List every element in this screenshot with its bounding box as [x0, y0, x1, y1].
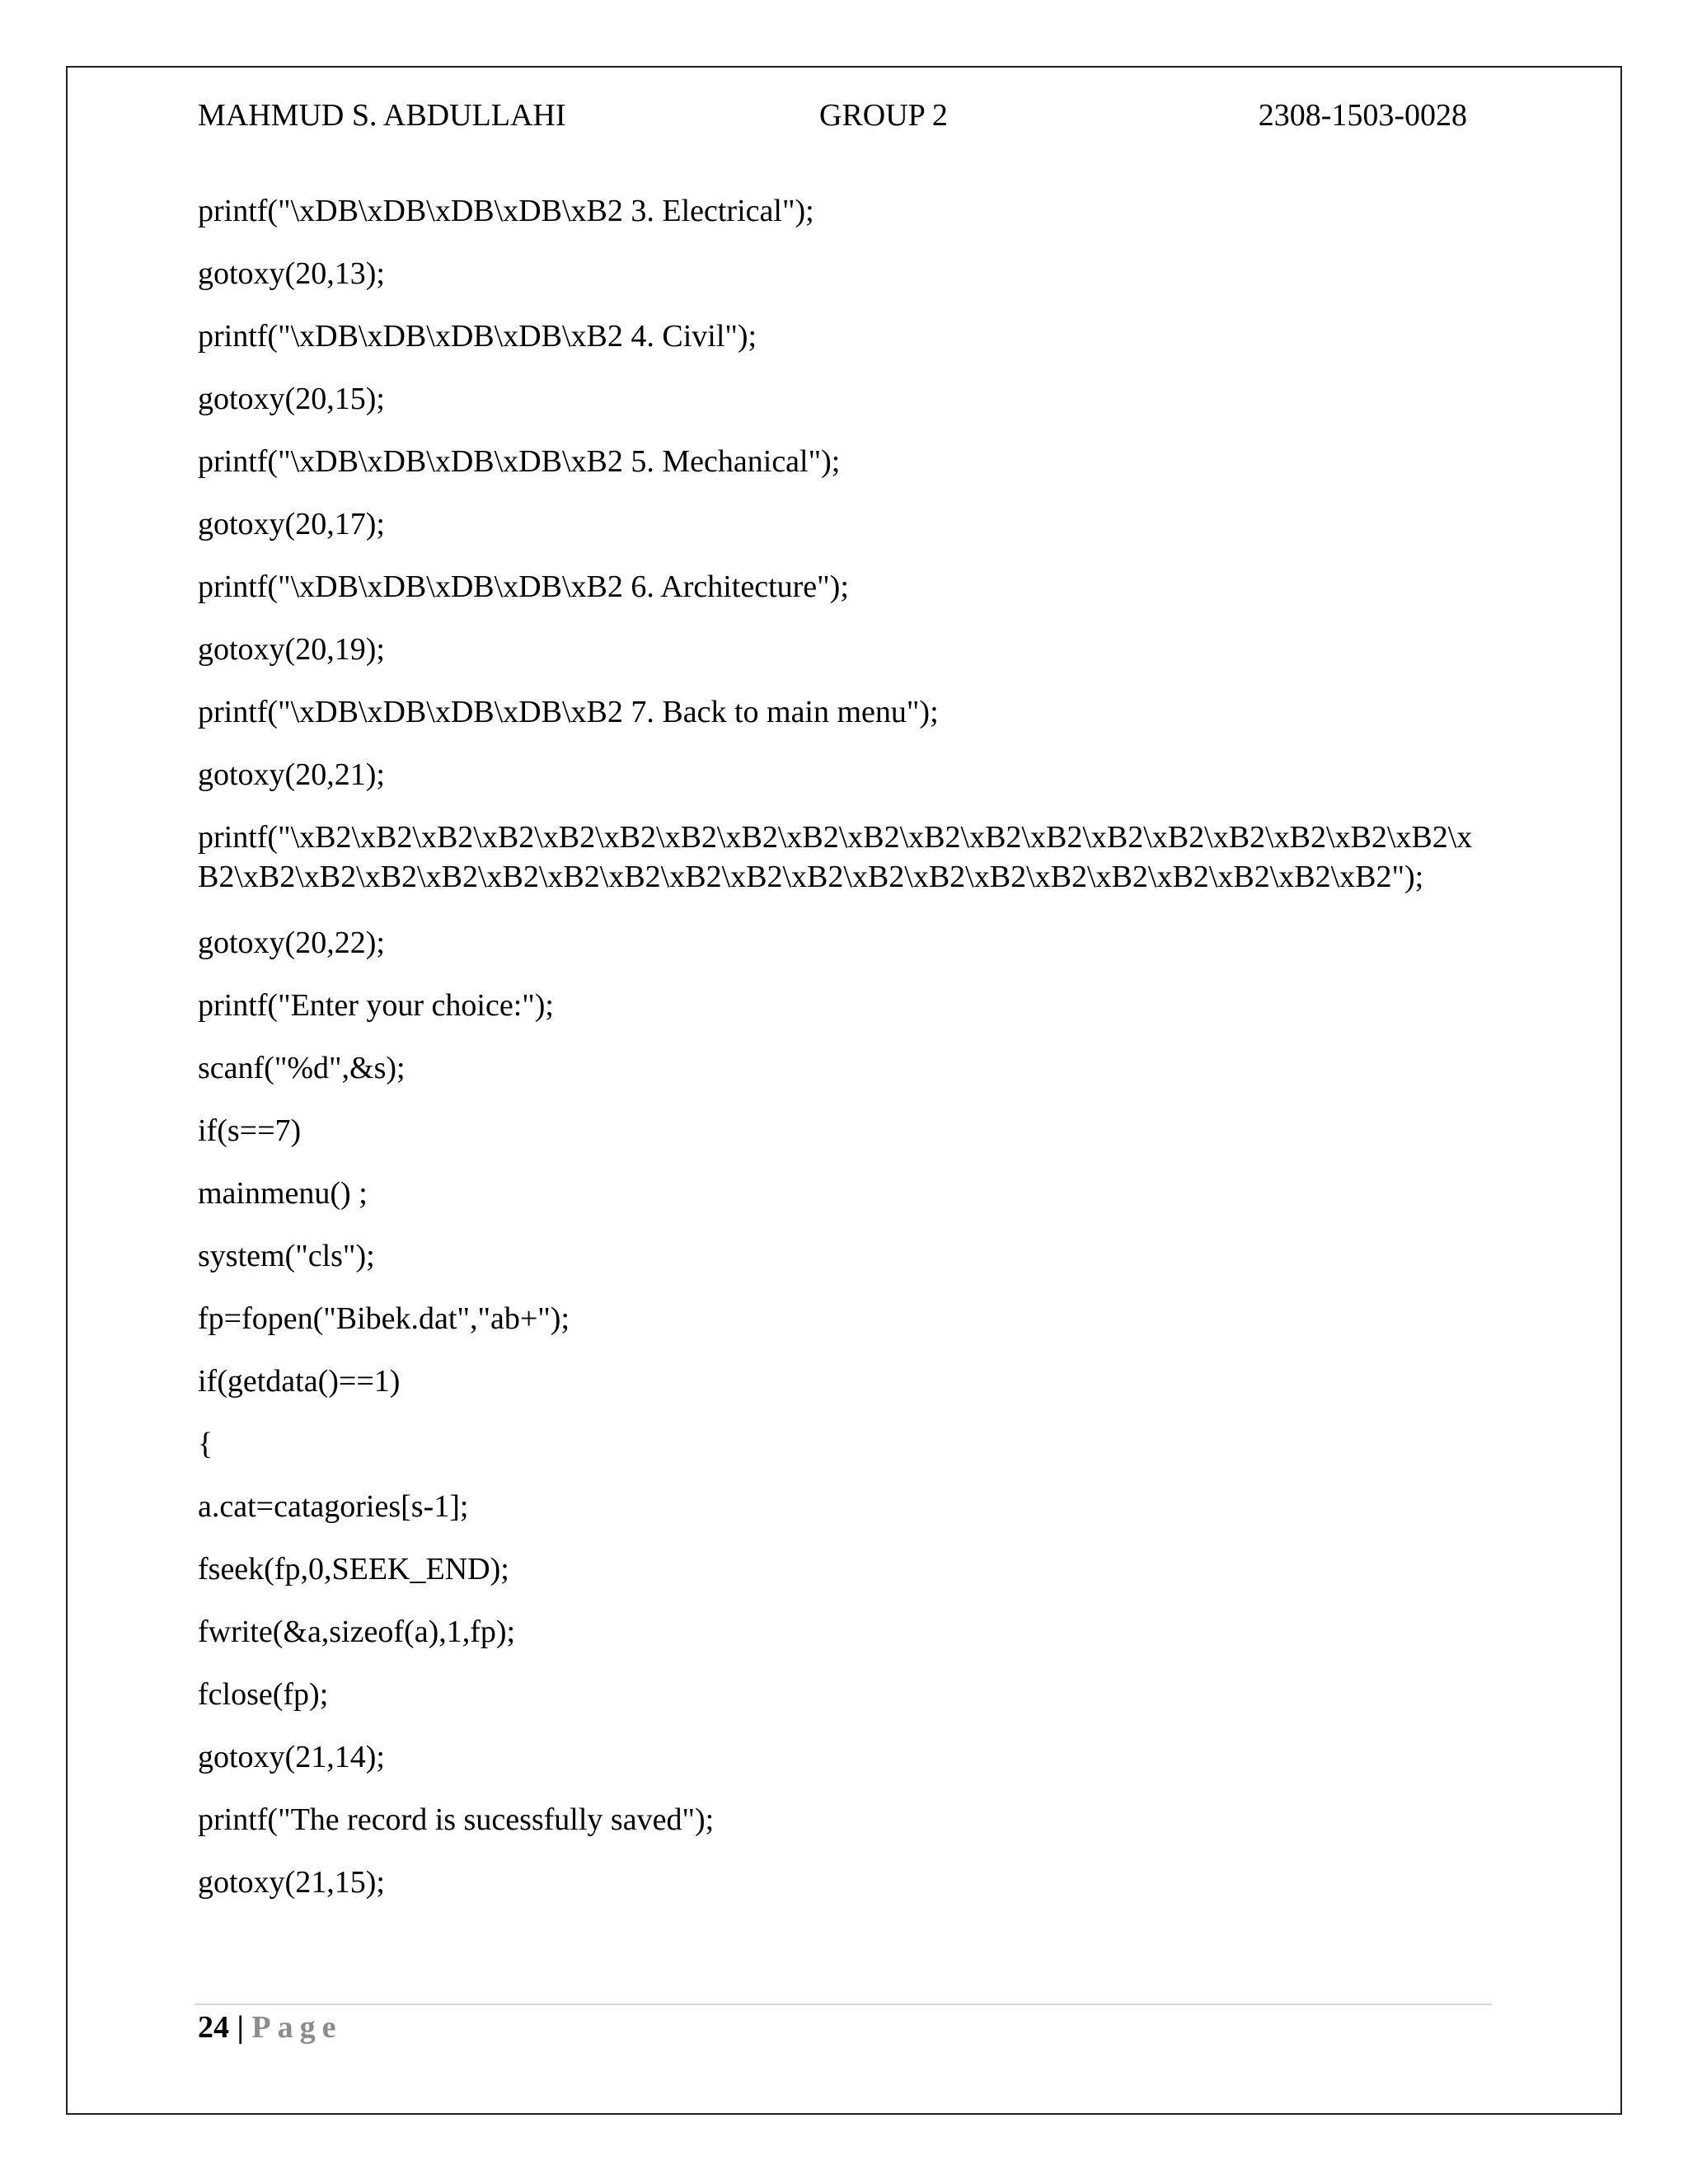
code-line: gotoxy(21,14); — [198, 1740, 385, 1774]
page-label: Page — [251, 2010, 343, 2045]
code-line: gotoxy(20,19); — [198, 632, 385, 667]
code-line: gotoxy(20,13); — [198, 256, 385, 291]
code-line: printf("\xDB\xDB\xDB\xDB\xB2 7. Back to main menu"); — [198, 695, 939, 729]
code-line: printf("Enter your choice:"); — [198, 988, 554, 1023]
code-line: { — [198, 1427, 213, 1461]
header-student-id: 2308-1503-0028 — [1258, 98, 1467, 133]
header-group: GROUP 2 — [819, 98, 948, 133]
header-author-name: MAHMUD S. ABDULLAHI — [198, 98, 566, 133]
code-line: printf("The record is sucessfully saved"); — [198, 1802, 715, 1837]
code-line: fseek(fp,0,SEEK_END); — [198, 1552, 509, 1586]
code-line: printf("\xDB\xDB\xDB\xDB\xB2 5. Mechanical"); — [198, 444, 841, 479]
footer-divider — [195, 2004, 1492, 2005]
code-line: if(s==7) — [198, 1113, 302, 1148]
page-number: 24 — [198, 2010, 229, 2045]
code-line-wrapped: printf("\xB2\xB2\xB2\xB2\xB2\xB2\xB2\xB2\xB2\xB2\xB2\xB2\xB2\xB2\xB2\xB2\xB2\xB2\xB2\xB2\xB2\xB2\xB2\xB2\xB2\xB2\xB2\xB2\xB2\xB2\xB2\xB2\xB2\xB2\xB2\xB2\xB2\xB2\xB2"); — [198, 820, 1473, 894]
page-footer — [198, 2009, 342, 2046]
code-line: a.cat=catagories[s-1]; — [198, 1489, 469, 1524]
code-line: fp=fopen("Bibek.dat","ab+"); — [198, 1301, 570, 1336]
code-line: printf("\xDB\xDB\xDB\xDB\xB2 4. Civil"); — [198, 319, 757, 354]
code-line: system("cls"); — [198, 1239, 375, 1273]
page-header — [198, 97, 1467, 138]
code-line: gotoxy(21,15); — [198, 1865, 385, 1900]
code-line: gotoxy(20,22); — [198, 926, 385, 960]
code-line: scanf("%d",&s); — [198, 1051, 406, 1085]
code-line: printf("\xDB\xDB\xDB\xDB\xB2 3. Electrical"); — [198, 194, 814, 228]
code-line: gotoxy(20,15); — [198, 382, 385, 416]
code-line: if(getdata()==1) — [198, 1364, 401, 1399]
code-line: fwrite(&a,sizeof(a),1,fp); — [198, 1615, 516, 1649]
code-line: gotoxy(20,21); — [198, 757, 385, 792]
page-separator: | — [237, 2010, 244, 2045]
code-listing — [198, 191, 1492, 1925]
code-line: mainmenu() ; — [198, 1176, 368, 1211]
code-line: gotoxy(20,17); — [198, 507, 385, 541]
code-line: printf("\xDB\xDB\xDB\xDB\xB2 6. Architecture"); — [198, 569, 849, 604]
code-line: fclose(fp); — [198, 1677, 329, 1712]
